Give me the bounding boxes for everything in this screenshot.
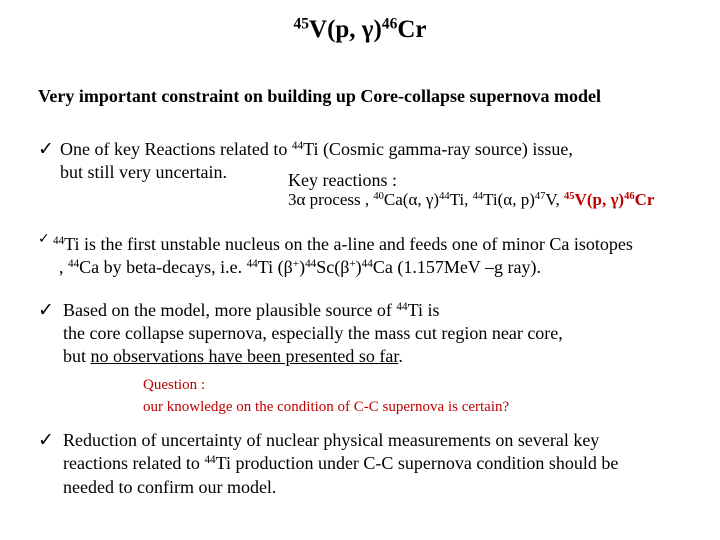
key-reactions-label: Key reactions :	[288, 170, 397, 190]
bullet2-line1-text: Ti is the first unstable nucleus on the a-line and feeds one of minor Ca isotopes	[64, 234, 633, 254]
reaction-text: Ca(α, γ)	[383, 190, 440, 209]
check-icon: ✓	[38, 231, 50, 247]
bullet2-sup: 44	[305, 257, 317, 270]
check-icon: ✓	[38, 429, 54, 451]
bullet2-text: Sc(β	[316, 257, 350, 277]
emphasized-statement: no observations have been presented so far	[90, 346, 399, 366]
reaction-text: V,	[545, 190, 565, 209]
bullet3-line2: the core collapse supernova, especially the mass cut region near core,	[63, 323, 563, 343]
bullet2-text: Ca by beta-decays, i.e.	[79, 257, 247, 277]
question-label: Question :	[143, 377, 206, 393]
bullet4-sup: 44	[204, 453, 216, 466]
reaction-sup: 44	[439, 191, 450, 203]
bullet1-line1	[60, 139, 573, 160]
reaction-sup: 40	[373, 191, 384, 203]
bullet4-text: reactions related to	[63, 453, 205, 473]
bullet3-line1	[63, 300, 439, 321]
bullet2-text: )	[355, 257, 362, 277]
reaction-text: V(p, γ)	[574, 190, 625, 209]
reaction-sup: 45	[564, 191, 575, 203]
check-icon: ✓	[38, 138, 54, 160]
question-text: our knowledge on the condition of C-C supernova is certain?	[143, 399, 510, 415]
bullet4-line1: Reduction of uncertainty of nuclear physical measurements on several key	[63, 430, 600, 450]
bullet3-sup: 44	[396, 300, 408, 313]
title-mass-number: 45	[293, 15, 310, 33]
bullet1-line1-post: Ti (Cosmic gamma-ray source) issue,	[303, 139, 573, 159]
bullet3-text: .	[398, 346, 403, 366]
reaction-text: Ti,	[449, 190, 473, 209]
bullet4-line3: needed to confirm our model.	[63, 477, 277, 497]
reaction-3alpha: 3α process ,	[288, 190, 374, 209]
reaction-text: Ti(α, p)	[483, 190, 535, 209]
bullet2-sup: 44	[361, 257, 373, 270]
title-reaction: V(p, γ)	[309, 16, 382, 43]
key-reactions-list	[288, 190, 654, 210]
bullet2-sup: 44	[68, 257, 80, 270]
bullet2-sup: +	[292, 257, 300, 270]
reaction-text: Cr	[634, 190, 655, 209]
bullet2-sup: 44	[53, 234, 65, 247]
bullet2-line1	[53, 234, 633, 255]
bullet1-line2: but still very uncertain.	[60, 162, 227, 182]
bullet4-text: Ti production under C-C supernova condition should be	[215, 453, 619, 473]
bullet2-sup: +	[349, 257, 356, 270]
bullet2-text: Ti (β	[257, 257, 293, 277]
bullet4-line2	[63, 453, 618, 474]
bullet2-text: ,	[59, 257, 68, 277]
bullet3-text: Based on the model, more plausible source of	[63, 300, 397, 320]
bullet1-line1-text: One of key Reactions related to	[60, 139, 292, 159]
page-title	[0, 16, 720, 44]
bullet2-sup: 44	[246, 257, 258, 270]
bullet2-text: Ca (1.157MeV –g ray).	[372, 257, 541, 277]
check-icon: ✓	[38, 299, 54, 321]
title-product: Cr	[397, 16, 427, 43]
bullet3-text: Ti is	[407, 300, 440, 320]
bullet1-line1-sup: 44	[291, 139, 304, 152]
title-product-mass-number: 46	[381, 15, 398, 33]
subtitle: Very important constraint on building up Core-collapse supernova model	[38, 86, 602, 106]
bullet3-line3	[63, 346, 403, 367]
reaction-sup: 44	[472, 191, 484, 203]
bullet2-line2	[59, 257, 541, 278]
bullet2-text: )	[299, 257, 306, 277]
reaction-sup: 47	[534, 191, 546, 203]
highlighted-reaction	[564, 190, 654, 209]
reaction-sup: 46	[624, 191, 635, 203]
bullet3-text: but	[63, 346, 91, 366]
